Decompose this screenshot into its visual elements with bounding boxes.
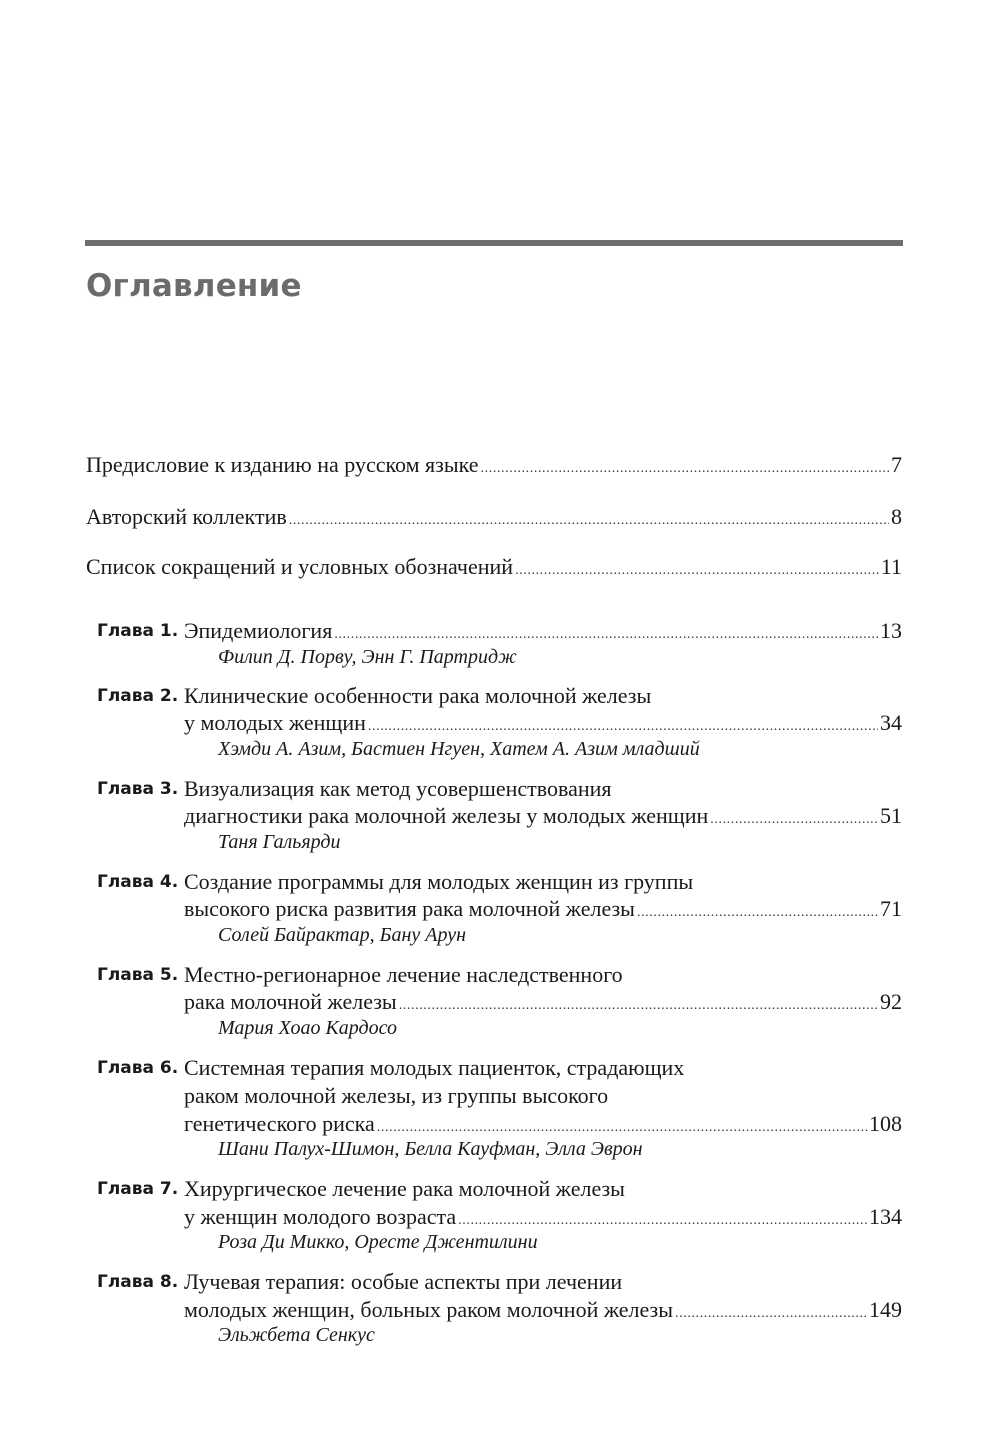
toc-entry-page: 11 [880,554,902,579]
chapter-title: Визуализация как метод усовершенствования [184,776,612,801]
chapter-title: Местно-регионарное лечение наследственного [184,962,623,987]
chapter-authors: Хэмди А. Азим, Бастиен Нгуен, Хатем А. Азим младший [218,738,700,760]
chapter-title-continued: раком молочной железы, из группы высокого [184,1083,609,1108]
chapter-authors: Мария Хоао Кардосо [218,1017,398,1039]
top-rule [85,240,903,246]
chapter-label: Глава 2. [97,686,179,706]
chapter-title-continued: генетического риска [184,1111,375,1136]
toc-entry-title: Список сокращений и условных обозначений [86,554,514,579]
chapter-page: 71 [880,896,902,921]
toc-entry-preface[interactable] [86,451,902,483]
chapter-page: 92 [880,989,902,1014]
chapter-title-continued: у молодых женщин [184,710,366,735]
chapter-page: 134 [869,1204,902,1229]
chapter-title-continued: диагностики рака молочной железы у молодых женщин [184,803,709,828]
toc-entry-abbreviations[interactable] [86,553,902,585]
chapter-label: Глава 1. [97,621,179,641]
dot-leader [637,899,878,927]
toc-entry-page: 8 [891,504,902,529]
chapter-label: Глава 7. [97,1179,179,1199]
chapter-label: Глава 5. [97,965,179,985]
toc-entry-title: Авторский коллектив [86,504,287,529]
dot-leader [399,992,878,1020]
dot-leader [289,507,889,535]
chapter-title-continued: высокого риска развития рака молочной железы [184,896,635,921]
chapter-label: Глава 8. [97,1272,179,1292]
chapter-title-continued: у женщин молодого возраста [184,1204,457,1229]
dot-leader [481,455,889,483]
chapter-title: Создание программы для молодых женщин из группы [184,869,694,894]
toc-entry-page: 7 [891,452,902,477]
chapter-authors: Таня Гальярди [218,831,341,853]
chapter-title: Лучевая терапия: особые аспекты при лечении [184,1269,623,1294]
chapter-authors: Роза Ди Микко, Оресте Джентилини [218,1231,538,1253]
chapter-label: Глава 6. [97,1058,179,1078]
dot-leader [515,557,879,585]
toc-entry-authors-team[interactable] [86,503,902,535]
chapter-title: Эпидемиология [184,618,333,643]
chapter-title: Хирургическое лечение рака молочной железы [184,1176,625,1201]
chapter-page: 13 [880,618,902,643]
chapter-title: Системная терапия молодых пациенток, страдающих [184,1055,685,1080]
chapter-authors: Филип Д. Порву, Энн Г. Партридж [218,646,517,668]
chapter-authors: Эльжбета Сенкус [218,1324,375,1346]
chapter-label: Глава 4. [97,872,179,892]
chapter-authors: Шани Палух-Шимон, Белла Кауфман, Элла Эврон [218,1138,643,1160]
chapter-page: 149 [869,1297,902,1322]
chapter-title-continued: рака молочной железы [184,989,397,1014]
toc-entry-title: Предисловие к изданию на русском языке [86,452,479,477]
chapter-label: Глава 3. [97,779,179,799]
chapter-authors: Солей Байрактар, Бану Арун [218,924,466,946]
chapter-title-continued: молодых женщин, больных раком молочной железы [184,1297,674,1322]
dot-leader [675,1300,867,1328]
page-title: Оглавление [86,268,302,304]
dot-leader [710,806,878,834]
chapter-page: 51 [880,803,902,828]
chapter-page: 34 [880,710,902,735]
chapter-page: 108 [869,1111,902,1136]
chapter-title: Клинические особенности рака молочной железы [184,683,652,708]
